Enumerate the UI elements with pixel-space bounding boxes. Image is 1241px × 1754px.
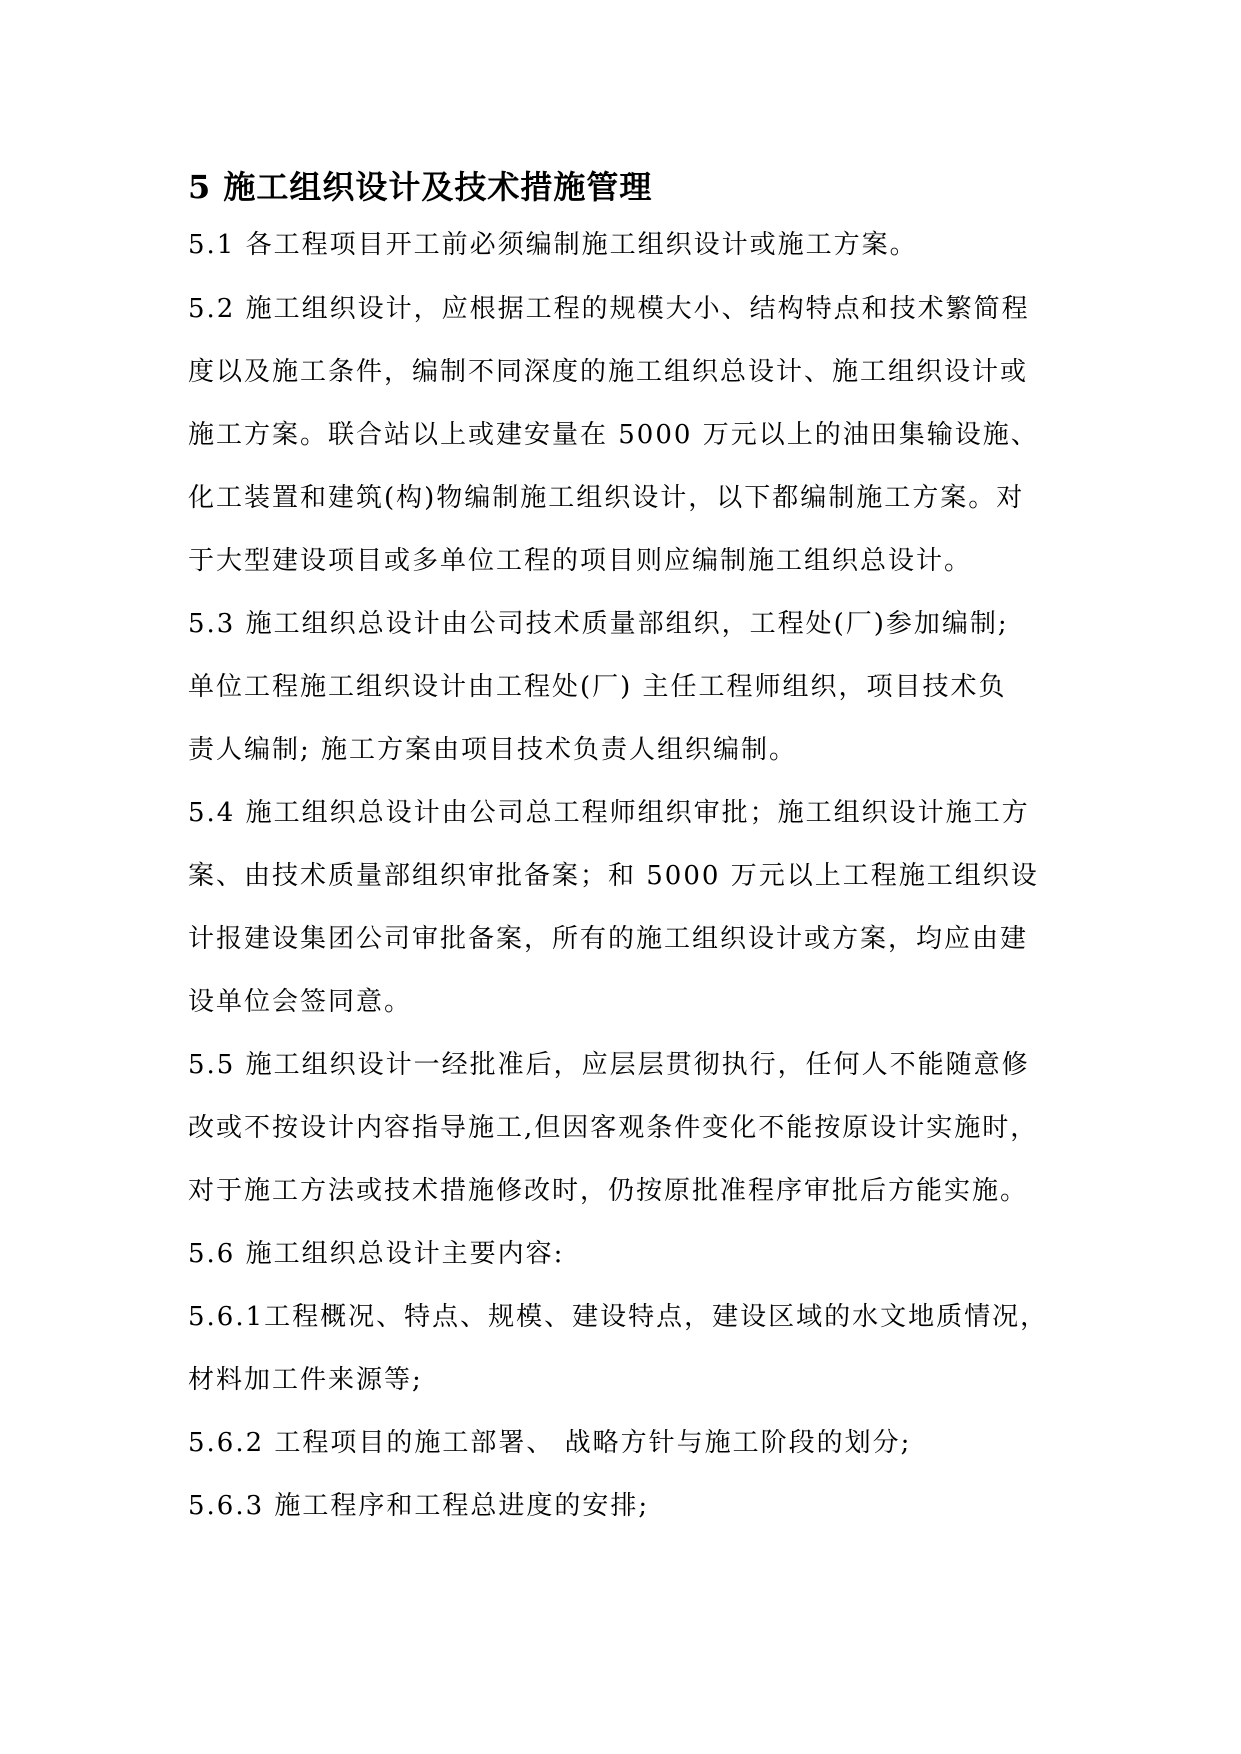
text-line: 施工方案。联合站以上或建安量在 5000 万元以上的油田集输设施、 xyxy=(188,420,1039,450)
text-line: 5.2 施工组织设计，应根据工程的规模大小、结构特点和技术繁简程 xyxy=(188,294,1030,324)
text-line: 于大型建设项目或多单位工程的项目则应编制施工组织总设计。 xyxy=(188,546,973,576)
text-line: 责人编制; 施工方案由项目技术负责人组织编制。 xyxy=(188,735,798,765)
text-line: 计报建设集团公司审批备案，所有的施工组织设计或方案，均应由建 xyxy=(188,924,1029,954)
text-line: 5.6.1工程概况、特点、规模、建设特点，建设区域的水文地质情况， xyxy=(188,1302,1049,1332)
text-line: 材料加工件来源等; xyxy=(188,1365,423,1395)
text-line: 对于施工方法或技术措施修改时，仍按原批准程序审批后方能实施。 xyxy=(188,1176,1029,1206)
text-line: 化工装置和建筑(构)物编制施工组织设计，以下都编制施工方案。对 xyxy=(188,483,1025,513)
text-line: 5.4 施工组织总设计由公司总工程师组织审批；施工组织设计施工方 xyxy=(188,798,1030,828)
text-line: 设单位会签同意。 xyxy=(188,987,413,1017)
text-line: 5.6 施工组织总设计主要内容: xyxy=(188,1239,565,1269)
text-line: 单位工程施工组织设计由工程处(厂) 主任工程师组织，项目技术负 xyxy=(188,672,1007,702)
text-line: 改或不按设计内容指导施工,但因客观条件变化不能按原设计实施时， xyxy=(188,1113,1039,1143)
section-heading: 5 施工组织设计及技术措施管理 xyxy=(188,168,653,206)
text-line: 5.6.3 施工程序和工程总进度的安排; xyxy=(188,1491,650,1521)
text-line: 5.1 各工程项目开工前必须编制施工组织设计或施工方案。 xyxy=(188,230,918,260)
text-line: 5.5 施工组织设计一经批准后，应层层贯彻执行，任何人不能随意修 xyxy=(188,1050,1030,1080)
text-line: 5.3 施工组织总设计由公司技术质量部组织，工程处(厂)参加编制; xyxy=(188,609,1009,639)
text-line: 度以及施工条件，编制不同深度的施工组织总设计、施工组织设计或 xyxy=(188,357,1029,387)
text-line: 案、由技术质量部组织审批备案；和 5000 万元以上工程施工组织设 xyxy=(188,861,1039,891)
text-line: 5.6.2 工程项目的施工部署、 战略方针与施工阶段的划分; xyxy=(188,1428,912,1458)
